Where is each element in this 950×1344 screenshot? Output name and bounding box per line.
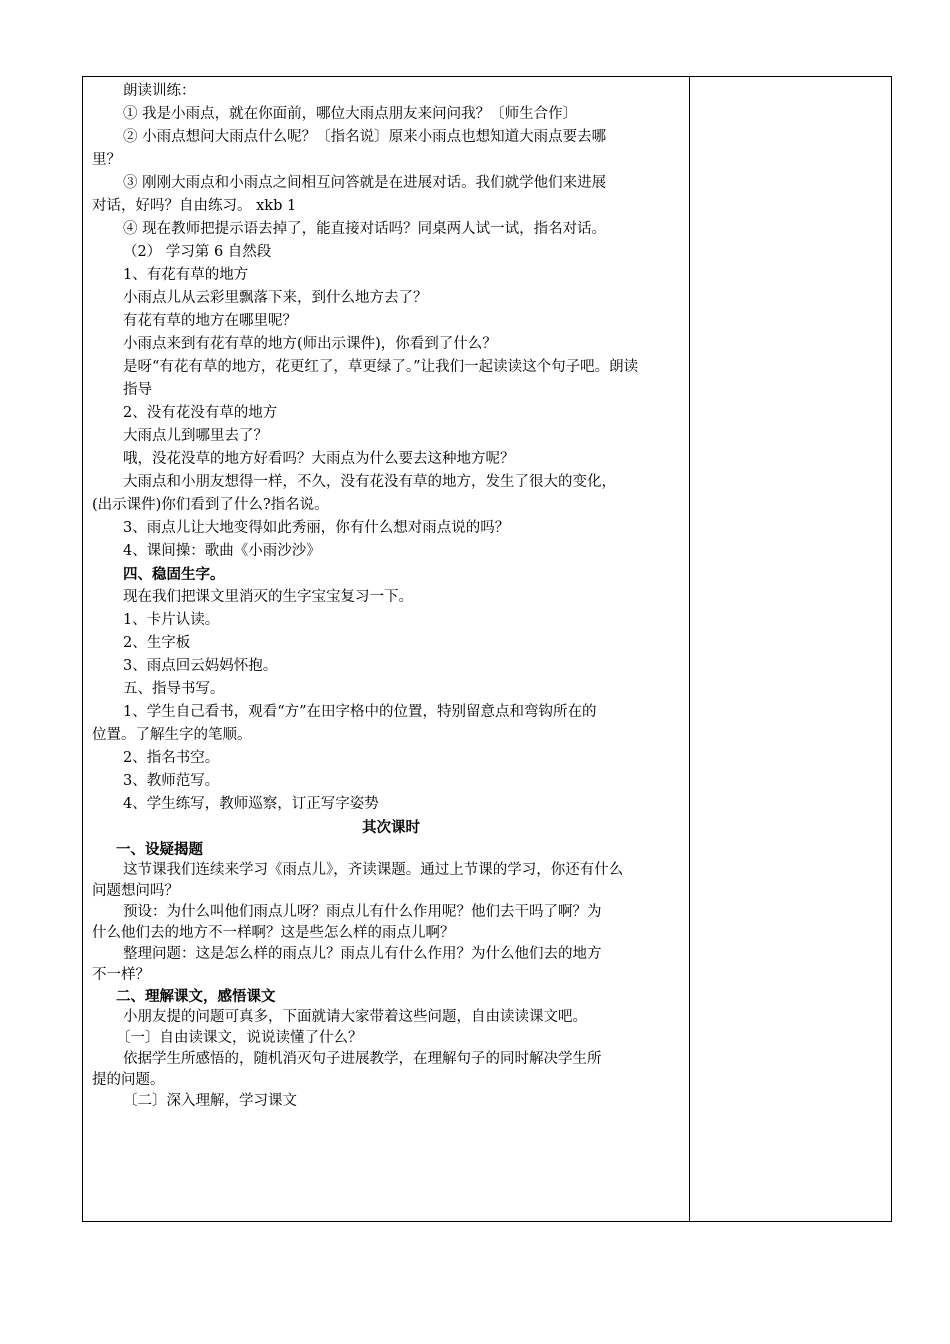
- text-line: 小雨点儿从云彩里飘落下来，到什么地方去了？: [123, 290, 428, 306]
- text-line: 五、指导书写。: [123, 681, 225, 697]
- text-line: 1、卡片认读。: [123, 612, 220, 628]
- text-line: 一、设疑揭题: [116, 841, 203, 858]
- text-line: 3、雨点回云妈妈怀抱。: [123, 658, 278, 674]
- text-line: 整理问题：这是怎么样的雨点儿？雨点儿有什么作用？为什么他们去的地方: [123, 946, 602, 962]
- text-line: 问题想问吗？: [92, 883, 179, 899]
- text-line: ② 小雨点想问大雨点什么呢？〔指名说〕原来小雨点也想知道大雨点要去哪: [123, 129, 607, 145]
- text-line: 〔二〕深入理解，学习课文: [123, 1093, 297, 1109]
- text-line: 预设：为什么叫他们雨点儿呀？雨点儿有什么作用呢？他们去干吗了啊？为: [123, 904, 602, 920]
- text-line: 3、教师范写。: [123, 773, 220, 789]
- text-line: 指导: [123, 382, 152, 398]
- text-line: 2、指名书空。: [123, 750, 220, 766]
- text-line: 不一样？: [92, 967, 150, 983]
- text-line: 小雨点来到有花有草的地方(师出示课件)，你看到了什么？: [123, 336, 497, 352]
- text-line: 3、雨点儿让大地变得如此秀丽，你有什么想对雨点说的吗？: [123, 520, 510, 536]
- text-line: 对话，好吗？自由练习。 xkb 1: [92, 198, 297, 214]
- text-line: 小朋友提的问题可真多，下面就请大家带着这些问题，自由读读课文吧。: [123, 1009, 587, 1025]
- text-line: 哦，没花没草的地方好看吗？大雨点为什么要去这种地方呢？: [123, 451, 515, 467]
- text-line: 位置。了解生字的笔顺。: [92, 727, 252, 743]
- text-line: 1、学生自己看书，观看“方”在田字格中的位置，特别留意点和弯钩所在的: [123, 704, 597, 720]
- text-line: ④ 现在教师把提示语去掉了，能直接对话吗？同桌两人试一试，指名对话。: [123, 221, 607, 237]
- text-line: 朗读训练：: [123, 83, 196, 99]
- text-line: 提的问题。: [92, 1072, 165, 1088]
- text-line: 大雨点和小朋友想得一样，不久，没有花没有草的地方，发生了很大的变化，: [123, 474, 616, 490]
- text-line: ① 我是小雨点，就在你面前，哪位大雨点朋友来问问我？〔师生合作〕: [123, 106, 578, 122]
- text-line: 大雨点儿到哪里去了？: [123, 428, 268, 444]
- text-line: 2、生字板: [123, 635, 191, 651]
- text-line: （2） 学习第 6 自然段: [123, 244, 272, 260]
- text-line: 4、课间操：歌曲《小雨沙沙》: [123, 543, 321, 559]
- text-line: 什么他们去的地方不一样啊？这是些怎么样的雨点儿啊？: [92, 925, 455, 941]
- text-line: ③ 刚刚大雨点和小雨点之间相互问答就是在进展对话。我们就学他们来进展: [123, 175, 607, 191]
- text-line: 四、稳固生字。: [123, 566, 225, 583]
- text-line: 1、有花有草的地方: [123, 267, 249, 283]
- text-line: 2、没有花没有草的地方: [123, 405, 278, 421]
- text-line: 〔一〕自由读课文，说说读懂了什么？: [116, 1030, 363, 1046]
- text-line: 4、学生练写，教师巡察，订正写字姿势: [123, 796, 379, 812]
- lesson-content: [92, 80, 690, 1112]
- text-line: (出示课件)你们看到了什么?指名说。: [92, 497, 329, 513]
- text-line: 现在我们把课文里消灭的生字宝宝复习一下。: [123, 589, 413, 605]
- text-line: 是呀“有花有草的地方，花更红了，草更绿了。”让我们一起读读这个句子吧。朗读: [123, 359, 639, 375]
- text-line: 二、理解课文，感悟课文: [116, 988, 276, 1005]
- text-line: 里？: [92, 152, 121, 168]
- text-line: 有花有草的地方在哪里呢？: [123, 313, 297, 329]
- text-line: 依据学生所感悟的，随机消灭句子进展教学，在理解句子的同时解决学生所: [123, 1051, 602, 1067]
- text-line: 其次课时: [362, 819, 420, 836]
- text-line: 这节课我们连续来学习《雨点儿》，齐读课题。通过上节课的学习，你还有什么: [123, 862, 624, 878]
